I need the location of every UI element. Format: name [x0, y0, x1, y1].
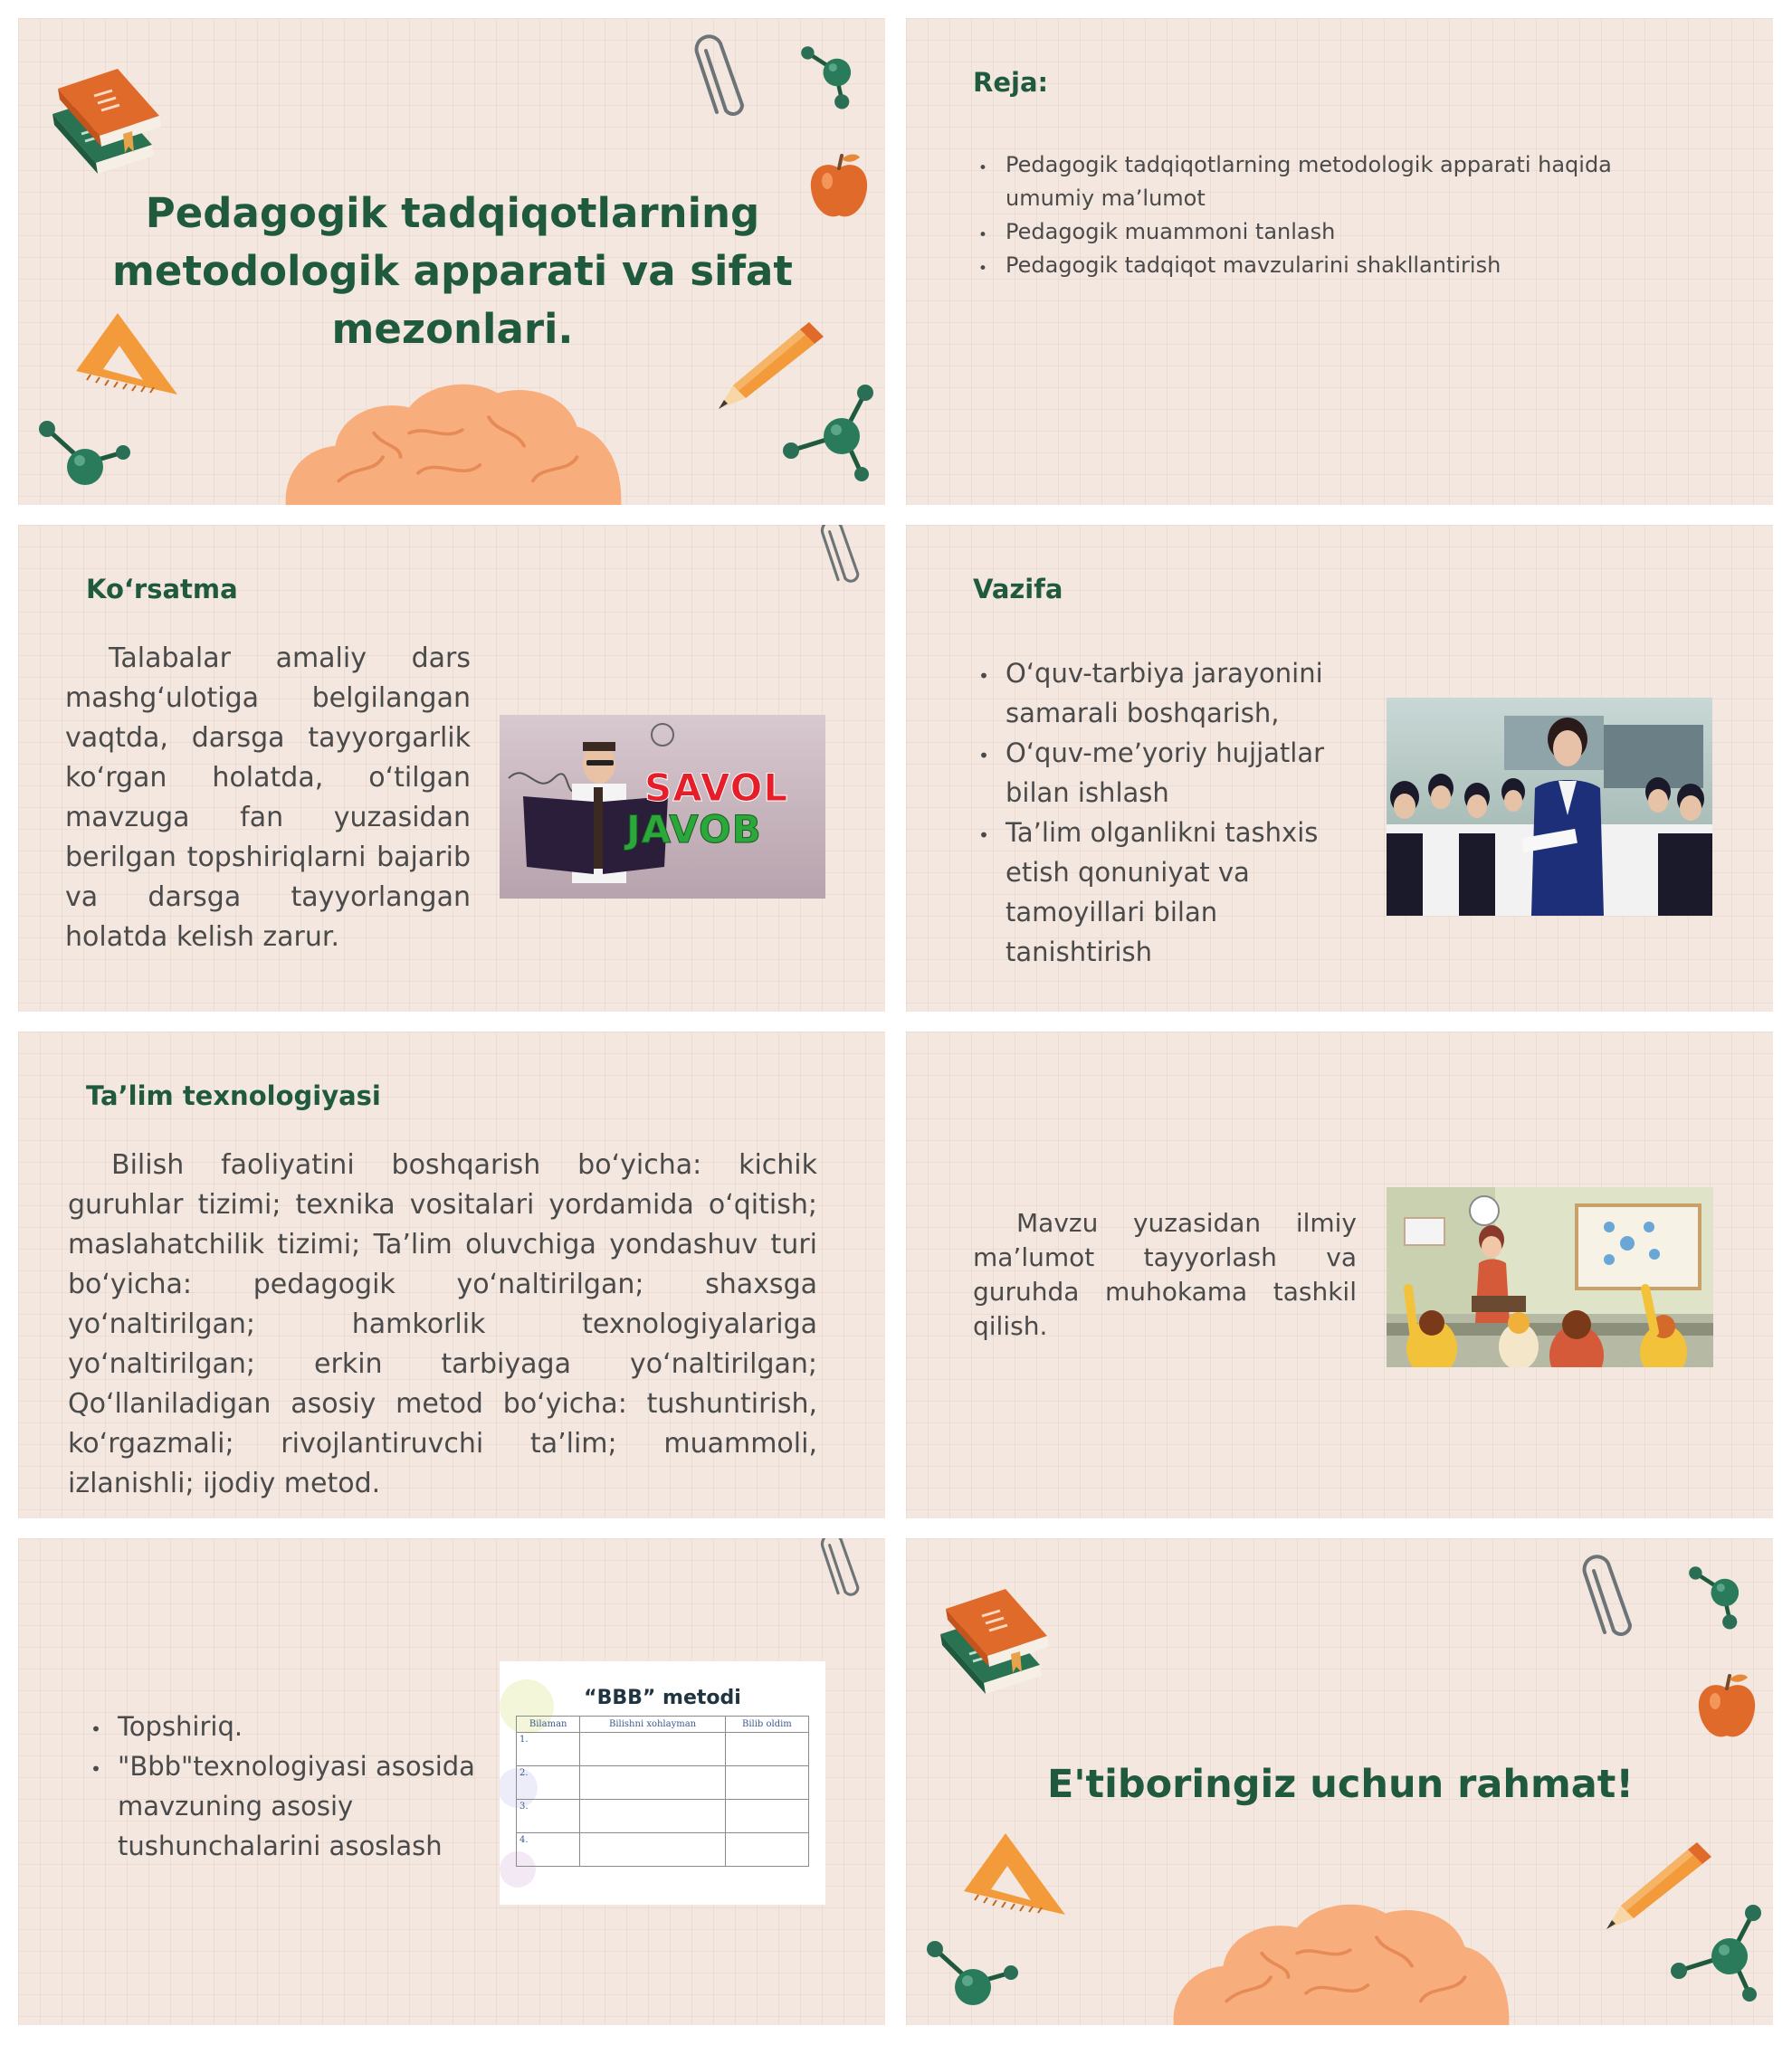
- paperclip-icon: [813, 1538, 863, 1602]
- table-row: 2.: [517, 1766, 809, 1800]
- molecule-icon: [1682, 1560, 1764, 1641]
- molecule-icon: [924, 1936, 1024, 2025]
- classroom-illustration: [1387, 1187, 1713, 1367]
- slide-korsatma: [18, 525, 885, 1012]
- list-item: • O‘quv-tarbiya jarayonini samarali boshqarish,: [973, 653, 1353, 733]
- bbb-method-table: [500, 1661, 825, 1905]
- savol-word: SAVOL: [644, 766, 789, 810]
- classroom-photo: [1387, 698, 1712, 916]
- slide-heading: Reja:: [973, 67, 1049, 98]
- brain-icon: [1165, 1889, 1518, 2025]
- molecule-icon: [36, 416, 136, 505]
- apple-icon: [1695, 1670, 1759, 1743]
- slide-reja: [906, 18, 1773, 505]
- bbb-grid: [516, 1716, 809, 1867]
- bbb-title: “BBB” metodi: [584, 1687, 741, 1709]
- table-header: Bilib oldim: [725, 1717, 808, 1733]
- assignment-list: [85, 1707, 501, 1866]
- slide-thanks: [906, 1538, 1773, 2025]
- ruler-triangle-icon: [955, 1826, 1072, 1926]
- paperclip-icon: [1578, 1553, 1632, 1643]
- brain-icon: [277, 369, 630, 505]
- table-row: 4.: [517, 1833, 809, 1867]
- plan-list: [973, 148, 1661, 282]
- table-header: Bilishni xohlayman: [580, 1717, 725, 1733]
- list-item: • Pedagogik muammoni tanlash: [973, 215, 1661, 249]
- slide-talim-texnologiyasi: [18, 1032, 885, 1518]
- list-item: • Pedagogik tadqiqotlarning metodologik apparati haqida umumiy ma’lumot: [973, 148, 1661, 215]
- slide-topshiriq: [18, 1538, 885, 2025]
- discussion-text: Mavzu yuzasidan ilmiy ma’lumot tayyorlash va guruhda muhokama tashkil qilish.: [973, 1208, 1357, 1341]
- molecule-icon: [778, 380, 885, 489]
- paperclip-icon: [690, 33, 744, 123]
- task-list: [973, 653, 1353, 972]
- savol-javob-image: [500, 715, 825, 899]
- list-item: • Ta’lim olganlikni tashxis etish qonuniyat va tamoyillari bilan tanishtirish: [973, 813, 1353, 972]
- list-item: • Pedagogik tadqiqot mavzularini shakllantirish: [973, 249, 1661, 282]
- slide-heading: Vazifa: [973, 574, 1063, 604]
- slide-heading: Ko‘rsatma: [86, 574, 238, 604]
- list-item: • O‘quv-me’yoriy hujjatlar bilan ishlash: [973, 733, 1353, 813]
- slide-vazifa: [906, 525, 1773, 1012]
- javob-word: JAVOB: [626, 807, 762, 851]
- books-icon: [933, 1564, 1060, 1717]
- molecule-icon: [1666, 1900, 1773, 2009]
- slide-title: [18, 18, 885, 505]
- instruction-text: Talabalar amaliy dars mashg‘ulotiga belgilangan vaqtda, darsga tayyorgarlik ko‘rgan holatda, o‘tilgan mavzuga fan yuzasidan berilgan topshiriqlarni bajarib va darsga tayyorlangan holatda kelish zarur.: [65, 642, 471, 953]
- slide-title-text: Pedagogik tadqiqotlarning metodologik apparati va sifat mezonlari.: [112, 189, 793, 353]
- list-item: • "Bbb"texnologiyasi asosida mavzuning asosiy tushunchalarini asoslash: [85, 1746, 501, 1866]
- table-row: 3.: [517, 1800, 809, 1833]
- slide-heading: Ta’lim texnologiyasi: [86, 1080, 381, 1111]
- slide-mavzu: [906, 1032, 1773, 1518]
- apple-icon: [807, 150, 871, 223]
- molecule-icon: [795, 40, 876, 121]
- table-row: 1.: [517, 1733, 809, 1766]
- table-header: Bilaman: [517, 1717, 580, 1733]
- books-icon: [45, 43, 172, 197]
- paperclip-icon: [813, 525, 863, 588]
- thanks-text: E'tiboringiz uchun rahmat!: [1047, 1762, 1634, 1807]
- technology-text: Bilish faoliyatini boshqarish bo‘yicha: kichik guruhlar tizimi; texnika vositalari yordamida o‘qitish; maslahatchilik tizimi; Ta’lim oluvchiga yondashuv turi bo‘yicha: pedagogik yo‘naltirilgan; shaxsga yo‘naltirilgan; hamkorlik texnologiyalariga yo‘naltirilgan; erkin tarbiyaga yo‘naltirilgan; Qo‘llaniladigan asosiy metod bo‘yicha: tushuntirish, ko‘rgazmali; rivojlantiruvchi ta’lim; muammoli, izlanishli; ijodiy metod.: [68, 1149, 817, 1499]
- list-item: • Topshiriq.: [85, 1707, 501, 1746]
